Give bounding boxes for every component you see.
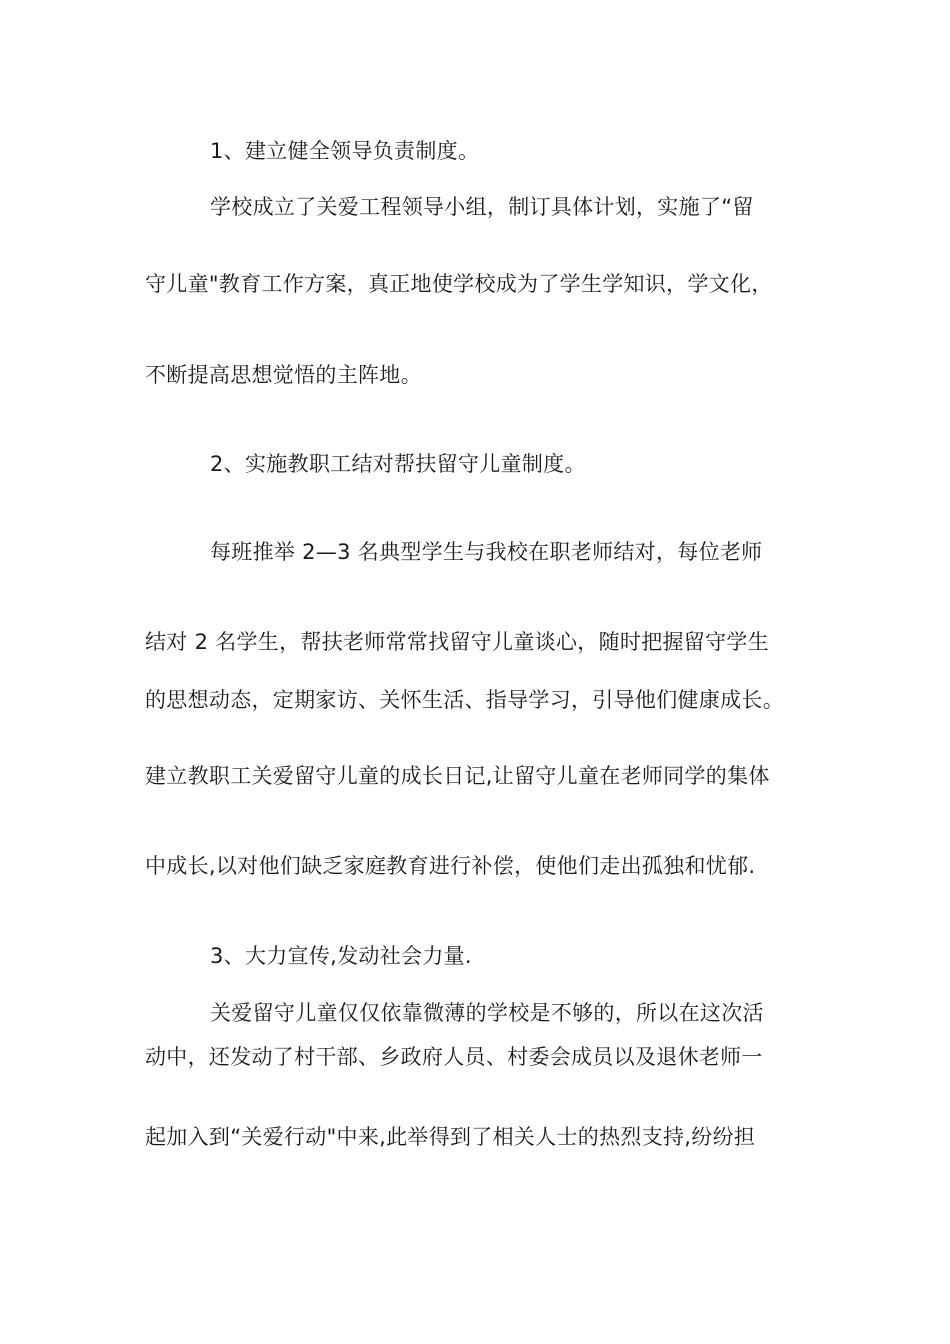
paragraph-line: 关爱留守儿童仅仅依靠微薄的学校是不够的，所以在这次活 [210, 1001, 764, 1025]
paragraph-line: 不断提高思想觉悟的主阵地。 [145, 363, 422, 387]
paragraph-line: 每班推举 2—3 名典型学生与我校在职老师结对，每位老师 [210, 540, 763, 564]
heading-2: 2、实施教职工结对帮扶留守儿童制度。 [210, 452, 586, 476]
paragraph-line: 结对 2 名学生，帮扶老师常常找留守儿童谈心，随时把握留守学生 [145, 630, 770, 654]
paragraph-line: 起加入到“关爱行动"中来,此举得到了相关人士的热烈支持,纷纷担 [145, 1125, 756, 1149]
heading-1: 1、建立健全领导负责制度。 [210, 139, 480, 163]
paragraph-line: 动中，还发动了村干部、乡政府人员、村委会成员以及退休老师一 [145, 1045, 763, 1069]
paragraph-line: 中成长,以对他们缺乏家庭教育进行补偿，使他们走出孤独和忧郁. [145, 854, 756, 878]
paragraph-line: 的思想动态，定期家访、关怀生活、指导学习，引导他们健康成长。 [145, 688, 784, 712]
paragraph-line: 学校成立了关爱工程领导小组，制订具体计划，实施了“留 [210, 195, 754, 219]
heading-3: 3、大力宣传,发动社会力量. [210, 944, 472, 968]
paragraph-line: 建立教职工关爱留守儿童的成长日记,让留守儿童在老师同学的集体 [145, 764, 770, 788]
paragraph-line: 守儿童"教育工作方案，真正地使学校成为了学生学知识，学文化， [145, 272, 773, 296]
